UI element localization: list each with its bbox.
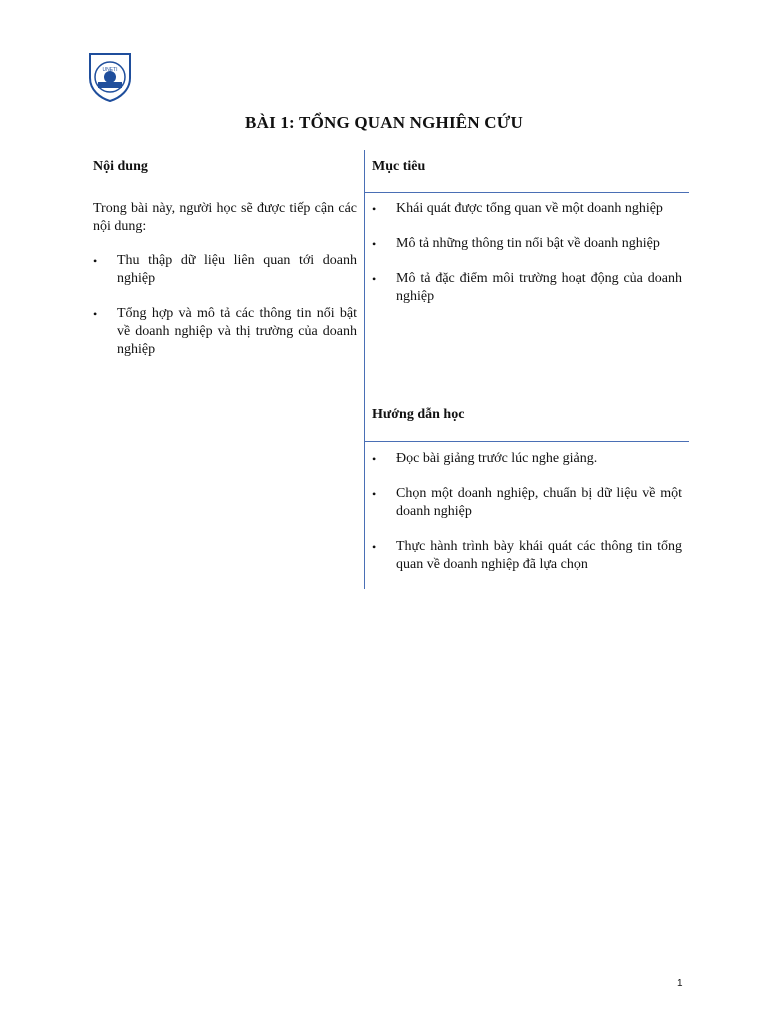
guide-list [372,450,682,574]
study-guide-heading: Hướng dẫn học [372,407,465,422]
guide-column [372,450,682,591]
list-item: • Thực hành trình bày khái quát các thông tin tổng quan về doanh nghiệp đã lựa chọn [372,538,682,574]
svg-text:UNETI: UNETI [102,67,118,73]
column-divider [364,150,365,589]
content-column [93,200,357,376]
list-item: • Chọn một doanh nghiệp, chuẩn bị dữ liệu về một doanh nghiệp [372,485,682,521]
objectives-heading: Mục tiêu [372,159,426,174]
content-heading: Nội dung [93,159,148,174]
objectives-list [372,200,682,306]
list-item: • Tổng hợp và mô tả các thông tin nổi bật về doanh nghiệp và thị trường của doanh nghiệp [93,305,357,359]
list-item: • Đọc bài giảng trước lúc nghe giảng. [372,450,682,468]
university-logo [88,52,132,102]
page-number: 1 [677,978,683,989]
list-item: • Khái quát được tổng quan về một doanh nghiệp [372,200,682,218]
list-item: • Mô tả những thông tin nổi bật về doanh nghiệp [372,235,682,253]
guide-rule [364,441,689,442]
objectives-rule [364,192,689,193]
list-item: • Thu thập dữ liệu liên quan tới doanh nghiệp [93,252,357,288]
objectives-column [372,200,682,323]
content-list [93,252,357,359]
content-intro: Trong bài này, người học sẽ được tiếp cận các nội dung: [93,201,357,234]
page-title: BÀI 1: TỔNG QUAN NGHIÊN CỨU [245,113,523,132]
list-item: • Mô tả đặc điểm môi trường hoạt động của doanh nghiệp [372,270,682,306]
